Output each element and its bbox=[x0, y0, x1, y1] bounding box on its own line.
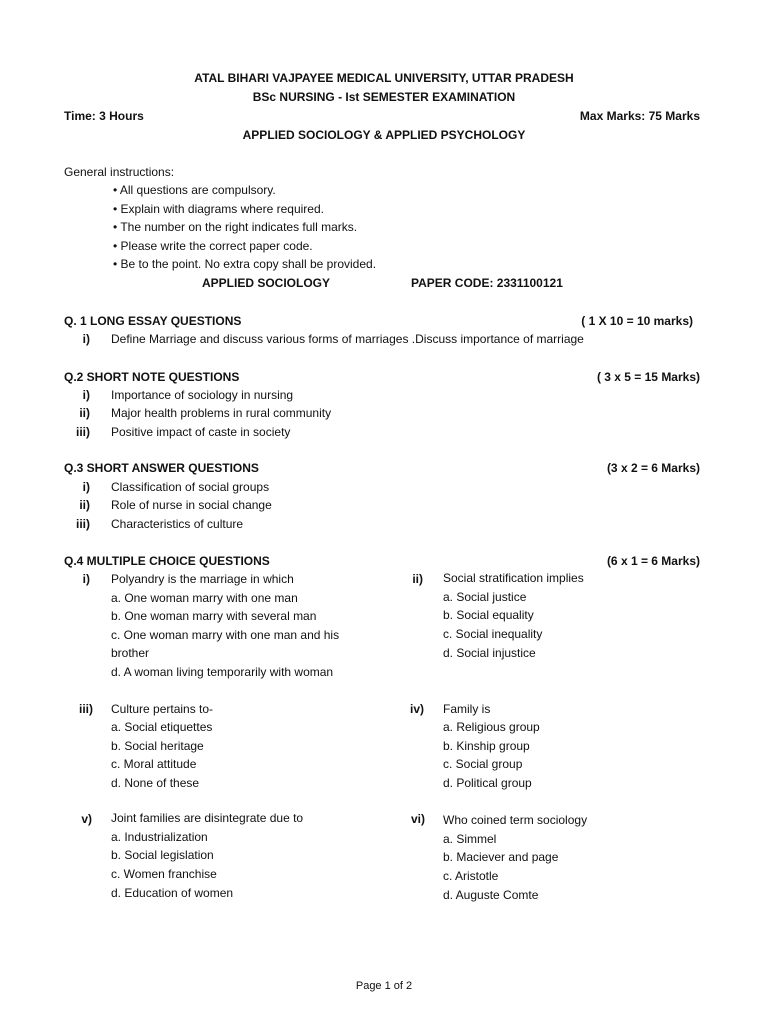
q3-item-text: Role of nurse in social change bbox=[111, 498, 272, 512]
mcq-option: b. Social equality bbox=[443, 608, 534, 622]
mcq-option: a. Simmel bbox=[443, 832, 497, 846]
instruction-item: • All questions are compulsory. bbox=[113, 183, 276, 197]
mcq-option: b. Social legislation bbox=[111, 848, 214, 862]
q3-item-text: Classification of social groups bbox=[111, 480, 270, 494]
q3-title: Q.3 SHORT ANSWER QUESTIONS bbox=[64, 461, 259, 475]
mcq-option: a. Industrialization bbox=[111, 830, 208, 844]
mcq-option: d. Education of women bbox=[111, 886, 234, 900]
mcq-option: c. Social inequality bbox=[443, 627, 543, 641]
q4-marks: (6 x 1 = 6 Marks) bbox=[606, 554, 700, 568]
page-number: Page 1 of 2 bbox=[355, 980, 413, 992]
q2-item-text: Major health problems in rural community bbox=[111, 406, 332, 420]
mcq-question: Polyandry is the marriage in which bbox=[111, 572, 294, 586]
instruction-item: • Please write the correct paper code. bbox=[113, 239, 313, 253]
q1-title: Q. 1 LONG ESSAY QUESTIONS bbox=[64, 314, 242, 328]
mcq-option: c. Moral attitude bbox=[111, 757, 197, 771]
mcq-number: iv) bbox=[409, 702, 424, 716]
q2-title: Q.2 SHORT NOTE QUESTIONS bbox=[64, 370, 240, 384]
q2-item-text: Positive impact of caste in society bbox=[111, 425, 291, 439]
mcq-option: brother bbox=[111, 646, 150, 660]
instruction-item: • Explain with diagrams where required. bbox=[113, 202, 324, 216]
mcq-option: c. Social group bbox=[443, 757, 523, 771]
exam-time: Time: 3 Hours bbox=[64, 109, 144, 123]
mcq-number: i) bbox=[82, 572, 90, 586]
exam-title: BSc NURSING - Ist SEMESTER EXAMINATION bbox=[252, 90, 516, 104]
q2-marks: ( 3 x 5 = 15 Marks) bbox=[596, 370, 700, 384]
q3-item-number: iii) bbox=[76, 517, 90, 531]
q4-title: Q.4 MULTIPLE CHOICE QUESTIONS bbox=[64, 554, 270, 568]
mcq-option: a. Social justice bbox=[443, 590, 527, 604]
instruction-item: • The number on the right indicates full marks. bbox=[113, 220, 358, 234]
mcq-option: b. Kinship group bbox=[443, 739, 530, 753]
q2-item-number: i) bbox=[82, 388, 90, 402]
instruction-item: • Be to the point. No extra copy shall be provided. bbox=[113, 257, 377, 271]
mcq-option: b. One woman marry with several man bbox=[111, 609, 317, 623]
mcq-option: d. Auguste Comte bbox=[443, 888, 539, 902]
mcq-question: Family is bbox=[443, 702, 491, 716]
mcq-number: v) bbox=[81, 812, 92, 826]
paper-code: PAPER CODE: 2331100121 bbox=[411, 276, 563, 290]
mcq-option: d. Political group bbox=[443, 776, 532, 790]
mcq-option: c. Women franchise bbox=[111, 867, 217, 881]
mcq-number: ii) bbox=[412, 572, 423, 586]
q2-item-number: ii) bbox=[79, 406, 90, 420]
mcq-option: d. None of these bbox=[111, 776, 200, 790]
instructions-title: General instructions: bbox=[64, 165, 175, 179]
q3-item-text: Characteristics of culture bbox=[111, 517, 244, 531]
q2-item-text: Importance of sociology in nursing bbox=[111, 388, 294, 402]
q1-item-number: i) bbox=[82, 332, 90, 346]
mcq-number: iii) bbox=[79, 702, 93, 716]
mcq-option: a. Social etiquettes bbox=[111, 720, 213, 734]
university-name: ATAL BIHARI VAJPAYEE MEDICAL UNIVERSITY, UTTAR PRADESH bbox=[194, 71, 574, 85]
mcq-option: b. Maciever and page bbox=[443, 850, 559, 864]
mcq-option: b. Social heritage bbox=[111, 739, 204, 753]
mcq-option: a. Religious group bbox=[443, 720, 540, 734]
mcq-question: Who coined term sociology bbox=[443, 813, 588, 827]
q2-item-number: iii) bbox=[76, 425, 90, 439]
max-marks: Max Marks: 75 Marks bbox=[579, 109, 700, 123]
mcq-option: c. One woman marry with one man and his bbox=[111, 628, 340, 642]
mcq-question: Culture pertains to- bbox=[111, 702, 214, 716]
q1-item-text: Define Marriage and discuss various forms of marriages .Discuss importance of marriage bbox=[111, 332, 584, 346]
mcq-question: Social stratification implies bbox=[443, 571, 584, 585]
section-name: APPLIED SOCIOLOGY bbox=[202, 276, 331, 290]
subject-title: APPLIED SOCIOLOGY & APPLIED PSYCHOLOGY bbox=[242, 128, 526, 142]
mcq-option: c. Aristotle bbox=[443, 869, 499, 883]
q3-item-number: ii) bbox=[79, 498, 90, 512]
mcq-number: vi) bbox=[410, 812, 425, 826]
mcq-option: d. A woman living temporarily with woman bbox=[111, 665, 334, 679]
mcq-question: Joint families are disintegrate due to bbox=[111, 811, 304, 825]
q3-item-number: i) bbox=[82, 480, 90, 494]
q3-marks: (3 x 2 = 6 Marks) bbox=[606, 461, 700, 475]
q1-marks: ( 1 X 10 = 10 marks) bbox=[581, 314, 693, 328]
mcq-option: a. One woman marry with one man bbox=[111, 591, 298, 605]
mcq-option: d. Social injustice bbox=[443, 646, 536, 660]
